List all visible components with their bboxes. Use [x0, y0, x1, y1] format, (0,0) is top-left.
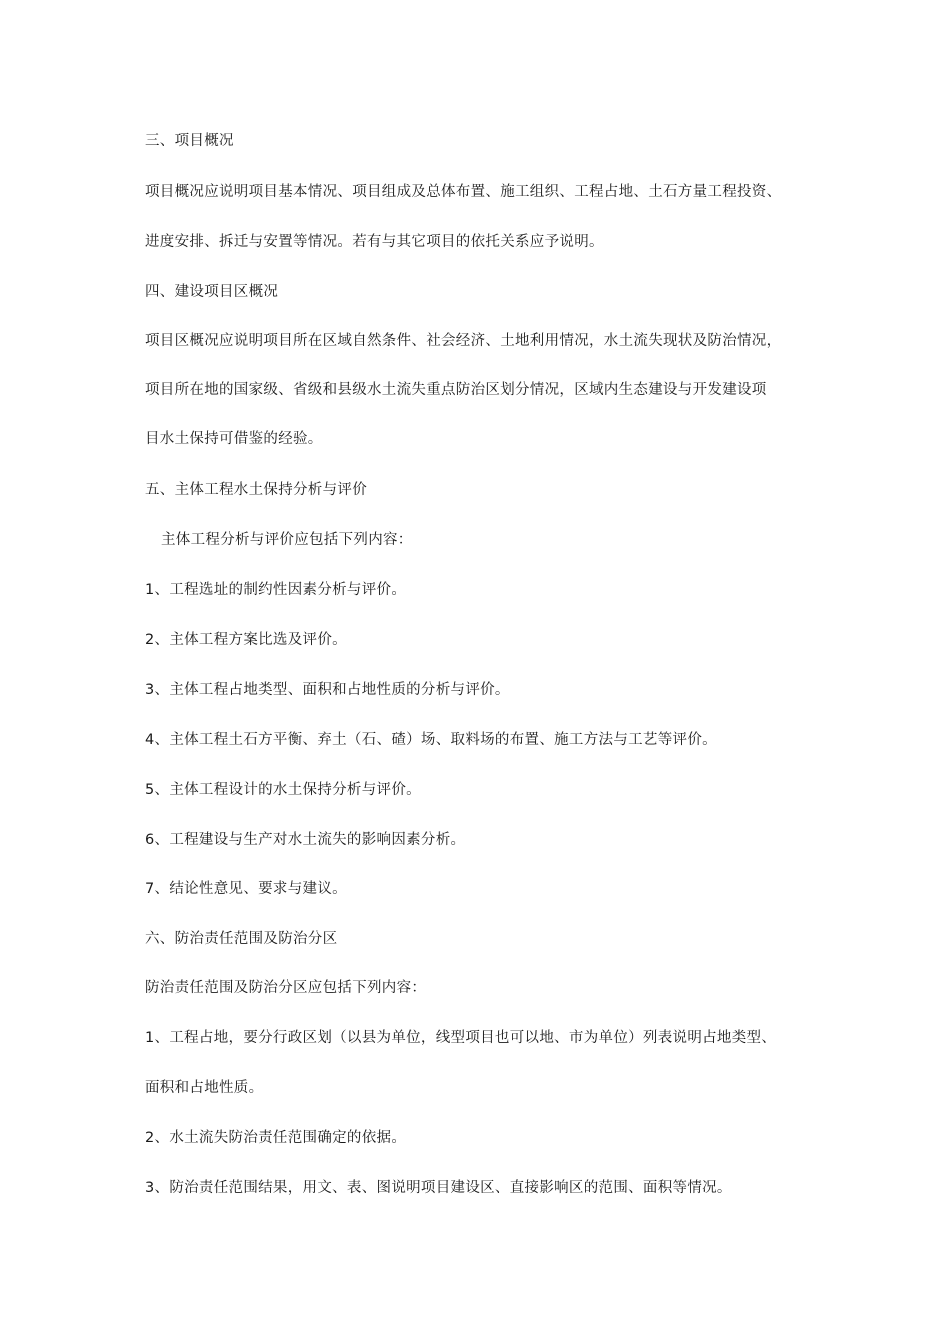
heading-project-area-overview: 四、建设项目区概况	[145, 284, 279, 300]
heading-responsibility-scope: 六、防治责任范围及防治分区	[145, 931, 338, 947]
list-item: 1、工程选址的制约性因素分析与评价。	[145, 582, 407, 598]
paragraph-line: 目水土保持可借鉴的经验。	[145, 431, 323, 447]
list-item: 5、主体工程设计的水土保持分析与评价。	[145, 782, 421, 798]
paragraph-line: 项目所在地的国家级、省级和县级水土流失重点防治区划分情况，区域内生态建设与开发建设项	[145, 382, 767, 398]
paragraph-line: 主体工程分析与评价应包括下列内容：	[161, 532, 413, 548]
paragraph-line: 面积和占地性质。	[145, 1080, 264, 1096]
list-item: 4、主体工程土石方平衡、弃土（石、碴）场、取料场的布置、施工方法与工艺等评价。	[145, 732, 717, 748]
list-item: 6、工程建设与生产对水土流失的影响因素分析。	[145, 832, 466, 848]
list-item: 1、工程占地，要分行政区划（以县为单位，线型项目也可以地、市为单位）列表说明占地类型、	[145, 1030, 777, 1046]
paragraph-line: 项目区概况应说明项目所在区域自然条件、社会经济、土地利用情况，水土流失现状及防治情况，	[145, 333, 782, 349]
list-item: 7、结论性意见、要求与建议。	[145, 881, 347, 897]
list-item: 3、防治责任范围结果，用文、表、图说明项目建设区、直接影响区的范围、面积等情况。	[145, 1180, 732, 1196]
paragraph-line: 进度安排、拆迁与安置等情况。若有与其它项目的依托关系应予说明。	[145, 234, 604, 250]
list-item: 2、水土流失防治责任范围确定的依据。	[145, 1130, 407, 1146]
paragraph-line: 项目概况应说明项目基本情况、项目组成及总体布置、施工组织、工程占地、土石方量工程投资、	[145, 184, 782, 200]
list-item: 2、主体工程方案比选及评价。	[145, 632, 347, 648]
heading-project-overview: 三、项目概况	[145, 133, 234, 149]
list-item: 3、主体工程占地类型、面积和占地性质的分析与评价。	[145, 682, 510, 698]
paragraph-line: 防治责任范围及防治分区应包括下列内容：	[145, 980, 427, 996]
heading-main-project-analysis: 五、主体工程水土保持分析与评价	[145, 482, 367, 498]
